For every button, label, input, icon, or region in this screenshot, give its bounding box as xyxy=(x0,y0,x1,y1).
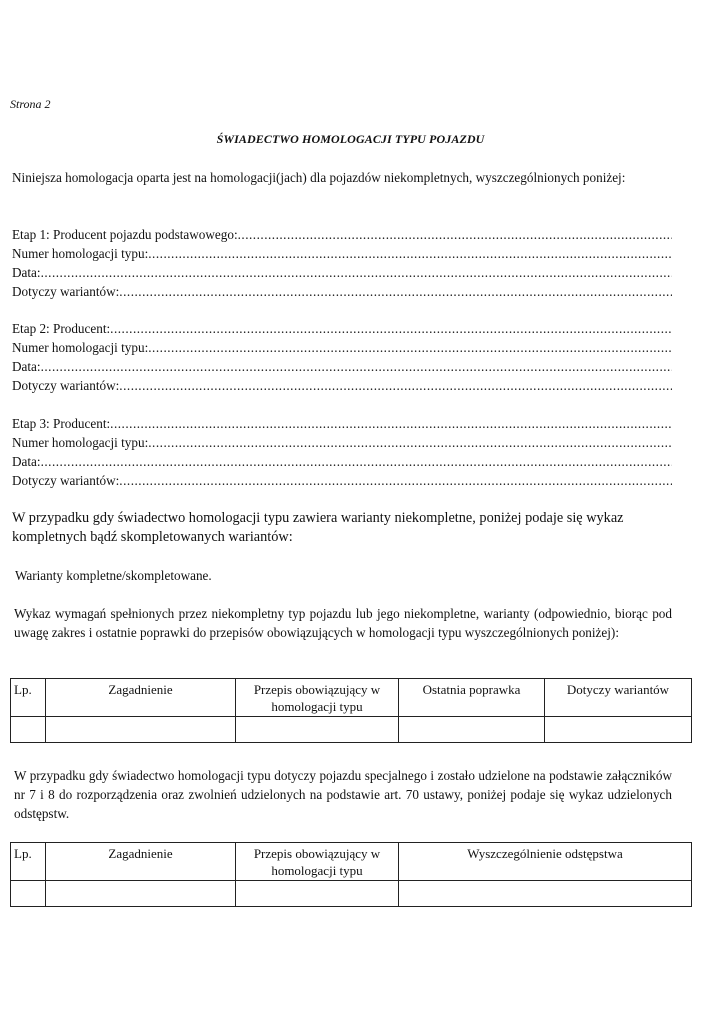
stage-2-date-line xyxy=(12,357,672,376)
dotted-fill xyxy=(238,225,672,244)
table-cell[interactable] xyxy=(236,881,399,907)
table-row xyxy=(11,881,692,907)
stage-2-producer-label: Etap 2: Producent: xyxy=(12,321,111,336)
intro-paragraph: Niniejsza homologacja oparta jest na homologacji(jach) dla pojazdów niekompletnych, wyszczególnionych poniżej: xyxy=(12,170,626,185)
table-cell[interactable] xyxy=(11,717,46,743)
dotted-fill xyxy=(119,282,672,301)
exemptions-intro: W przypadku gdy świadectwo homologacji typu dotyczy pojazdu specjalnego i zostało udzielone na podstawie załączników nr 7 i 8 do rozporządzenia oraz zwolnień udzielonych na podstawie art. 70 ustawy, poniżej podaje się wykaz udzielonych odstępstw. xyxy=(14,768,672,821)
stage-3-variants-label: Dotyczy wariantów: xyxy=(12,473,120,488)
table-cell[interactable] xyxy=(11,881,46,907)
requirements-table xyxy=(10,678,692,743)
dotted-fill xyxy=(41,452,672,471)
stage-1-producer-label: Etap 1: Producent pojazdu podstawowego: xyxy=(12,227,238,242)
complete-variants-label: Warianty kompletne/skompletowane. xyxy=(15,568,212,583)
stage-2-number-line xyxy=(12,338,672,357)
col-wyszczegolnienie-odstepstwa: Wyszczególnienie odstępstwa xyxy=(399,843,692,881)
table-cell[interactable] xyxy=(399,881,692,907)
stage-2-variants-line xyxy=(12,376,672,395)
stage-1-block xyxy=(12,225,672,301)
stage-3-producer-label: Etap 3: Producent: xyxy=(12,416,111,431)
exemptions-table-header xyxy=(11,843,692,881)
page-number-label: Strona 2 xyxy=(10,97,51,111)
requirements-intro: Wykaz wymagań spełnionych przez niekompletny typ pojazdu lub jego niekompletne, warianty (odpowiednio, biorąc pod uwagę zakres i ostatnie poprawki do przepisów obowiązujących w homologacji typu wyszczególnionych poniżej): xyxy=(14,606,672,640)
table-cell[interactable] xyxy=(545,717,692,743)
stage-1-number-line xyxy=(12,244,672,263)
stage-1-number-label: Numer homologacji typu: xyxy=(12,246,149,261)
dotted-fill xyxy=(41,357,672,376)
stage-1-producer-line xyxy=(12,225,672,244)
stage-2-variants-label: Dotyczy wariantów: xyxy=(12,378,120,393)
dotted-fill xyxy=(119,471,672,490)
stage-3-date-label: Data: xyxy=(12,454,41,469)
document-title: ŚWIADECTWO HOMOLOGACJI TYPU POJAZDU xyxy=(216,132,485,146)
dotted-fill xyxy=(41,263,672,282)
col-lp: Lp. xyxy=(11,843,46,881)
stage-2-producer-line xyxy=(12,319,672,338)
col-dotyczy-wariantow: Dotyczy wariantów xyxy=(545,679,692,717)
stage-3-producer-line xyxy=(12,414,672,433)
stage-3-number-label: Numer homologacji typu: xyxy=(12,435,149,450)
col-lp: Lp. xyxy=(11,679,46,717)
table-cell[interactable] xyxy=(46,717,236,743)
dotted-fill xyxy=(148,244,672,263)
stage-1-variants-label: Dotyczy wariantów: xyxy=(12,284,120,299)
dotted-fill xyxy=(119,376,672,395)
stage-2-date-label: Data: xyxy=(12,359,41,374)
stage-1-date-label: Data: xyxy=(12,265,41,280)
stage-3-variants-line xyxy=(12,471,672,490)
dotted-fill xyxy=(148,433,672,452)
col-przepis: Przepis obowiązujący w homologacji typu xyxy=(236,843,399,881)
exemptions-table xyxy=(10,842,692,907)
dotted-fill xyxy=(110,319,672,338)
table-cell[interactable] xyxy=(236,717,399,743)
dotted-fill xyxy=(110,414,672,433)
stage-3-number-line xyxy=(12,433,672,452)
stage-3-block xyxy=(12,414,672,490)
table-row xyxy=(11,717,692,743)
table-cell[interactable] xyxy=(399,717,545,743)
col-zagadnienie: Zagadnienie xyxy=(46,843,236,881)
requirements-table-header xyxy=(11,679,692,717)
stage-2-block xyxy=(12,319,672,395)
stage-1-variants-line xyxy=(12,282,672,301)
incomplete-variants-note: W przypadku gdy świadectwo homologacji typu zawiera warianty niekompletne, poniżej podaje się wykaz kompletnych bądź skompletowanych wariantów: xyxy=(12,510,624,545)
table-cell[interactable] xyxy=(46,881,236,907)
col-zagadnienie: Zagadnienie xyxy=(46,679,236,717)
stage-3-date-line xyxy=(12,452,672,471)
dotted-fill xyxy=(148,338,672,357)
col-ostatnia-poprawka: Ostatnia poprawka xyxy=(399,679,545,717)
stage-1-date-line xyxy=(12,263,672,282)
col-przepis: Przepis obowiązujący w homologacji typu xyxy=(236,679,399,717)
stage-2-number-label: Numer homologacji typu: xyxy=(12,340,149,355)
